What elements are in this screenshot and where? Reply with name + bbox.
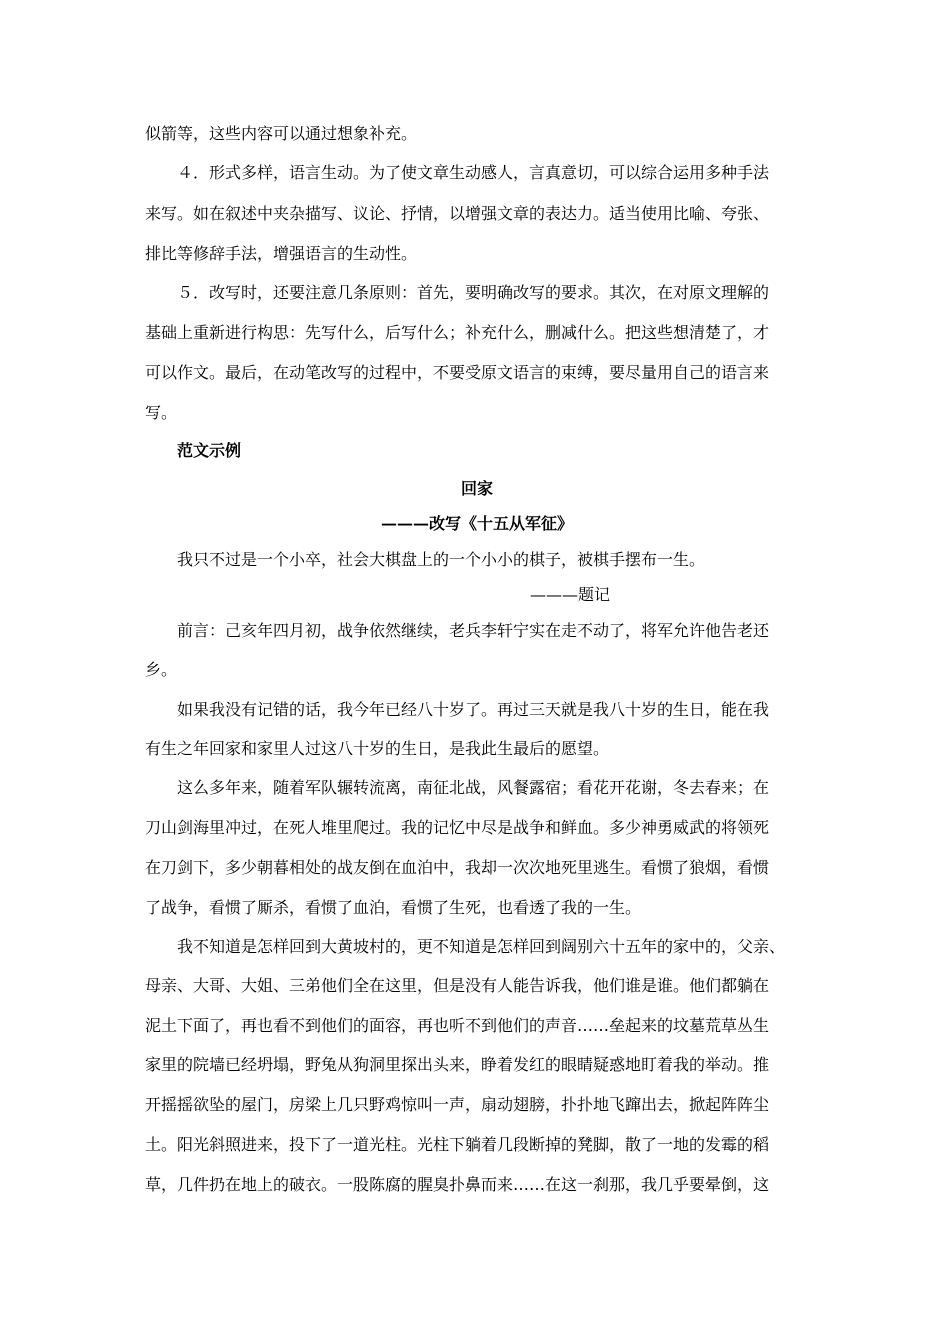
- paragraph-line: 泥土下面了，再也看不到他们的面容，再也听不到他们的声音……垒起来的坟墓荒草丛生: [145, 1016, 770, 1035]
- essay-title: 回家: [460, 479, 493, 498]
- paragraph-line: 写。: [145, 403, 178, 422]
- epigraph: 我只不过是一个小卒，社会大棋盘上的一个小小的棋子，被棋手摆布一生。: [177, 550, 706, 569]
- paragraph-line: 来写。如在叙述中夹杂描写、议论、抒情，以增强文章的表达力。适当使用比喻、夸张、: [145, 204, 770, 223]
- paragraph-line: 有生之年回家和家里人过这八十岁的生日，是我此生最后的愿望。: [145, 739, 610, 758]
- paragraph-line: 排比等修辞手法，增强语言的生动性。: [145, 244, 418, 263]
- paragraph-line: 我不知道是怎样回到大黄坡村的，更不知道是怎样回到阔别六十五年的家中的，父亲、: [177, 937, 786, 956]
- paragraph-line: 如果我没有记错的话，我今年已经八十岁了。再过三天就是我八十岁的生日，能在我: [177, 700, 770, 719]
- paragraph-line: 草，几件扔在地上的破衣。一股陈腐的腥臭扑鼻而来……在这一刹那，我几乎要晕倒，这: [145, 1175, 770, 1194]
- paragraph-line: 了战争，看惯了厮杀，看惯了血泊，看惯了生死，也看透了我的一生。: [145, 898, 642, 917]
- paragraph-line: 母亲、大哥、大姐、三弟他们全在这里，但是没有人能告诉我，他们谁是谁。他们都躺在: [145, 976, 770, 995]
- essay-subtitle: ———改写《十五从军征》: [380, 514, 573, 533]
- paragraph-line: 开摇摇欲坠的屋门，房梁上几只野鸡惊叫一声，扇动翅膀，扑扑地飞蹿出去，掀起阵阵尘: [145, 1095, 770, 1114]
- paragraph-line: 刀山剑海里冲过，在死人堆里爬过。我的记忆中尽是战争和鲜血。多少神勇威武的将领死: [145, 818, 770, 837]
- paragraph-line: 在刀剑下，多少朝暮相处的战友倒在血泊中，我却一次次地死里逃生。看惯了狼烟，看惯: [145, 858, 770, 877]
- section-heading: 范文示例: [177, 441, 242, 460]
- paragraph-line: ４．形式多样，语言生动。为了使文章生动感人，言真意切，可以综合运用多种手法: [177, 163, 770, 182]
- paragraph-line: 似箭等，这些内容可以通过想象补充。: [145, 124, 418, 143]
- paragraph-line: 这么多年来，随着军队辗转流离，南征北战，风餐露宿；看花开花谢，冬去春来；在: [177, 778, 770, 797]
- paragraph-line: 基础上重新进行构思：先写什么，后写什么；补充什么，删减什么。把这些想清楚了，才: [145, 323, 770, 342]
- paragraph-line: 土。阳光斜照进来，投下了一道光柱。光柱下躺着几段断掉的凳脚，散了一地的发霉的稻: [145, 1135, 770, 1154]
- paragraph-line: 乡。: [145, 660, 178, 679]
- paragraph-line: 前言：己亥年四月初，战争依然继续，老兵李轩宁实在走不动了，将军允许他告老还: [177, 621, 770, 640]
- paragraph-line: 家里的院墙已经坍塌，野兔从狗洞里探出头来，睁着发红的眼睛疑惑地盯着我的举动。推: [145, 1055, 770, 1074]
- paragraph-line: 可以作文。最后，在动笔改写的过程中，不要受原文语言的束缚，要尽量用自己的语言来: [145, 363, 770, 382]
- paragraph-line: ５．改写时，还要注意几条原则：首先，要明确改写的要求。其次，在对原文理解的: [177, 283, 770, 302]
- epigraph-attribution: ———题记: [530, 585, 611, 604]
